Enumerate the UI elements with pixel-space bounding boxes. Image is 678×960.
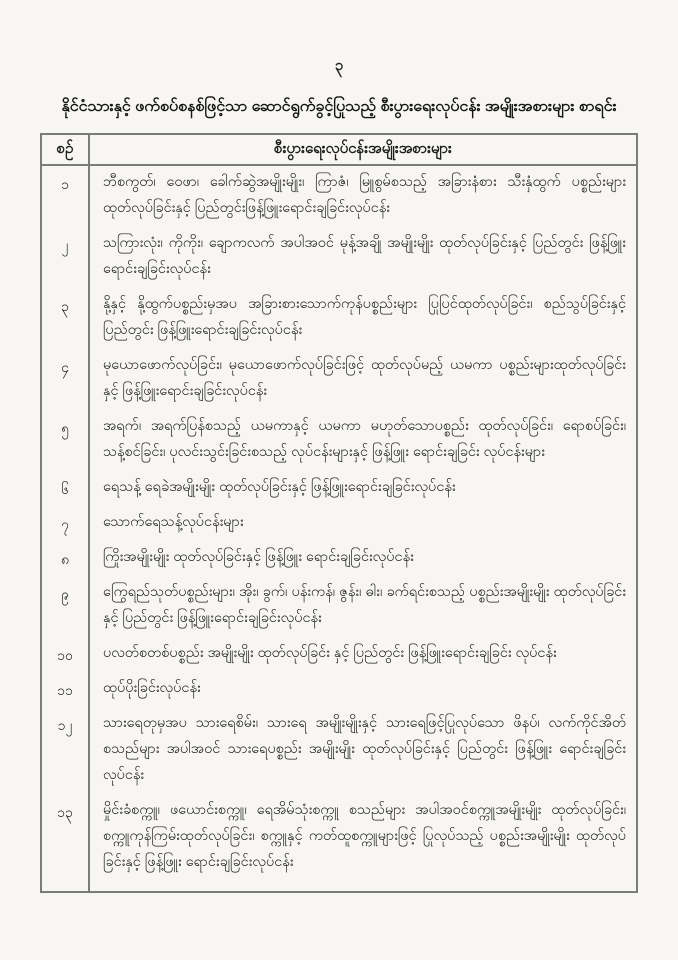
- table-body: [42, 166, 636, 881]
- serial-number-cell: ၁၃: [42, 794, 90, 881]
- business-type-cell: မှိုင်းခံစက္ကူ၊ ဖယောင်းစက္ကူ၊ ရေအိမ်သုံးစက္ကူ စသည်များ အပါအဝင်စက္ကူအမျိုးမျိုး ထုတ်လုပ်ခြင်း၊ စက္ကူကုန်ကြမ်းထုတ်လုပ်ခြင်း၊ စက္ကူနှင့် ကတ်ထူစက္ကူများဖြင့် ပြုလုပ်သည့် ပစ္စည်းအမျိုးမျိုး ထုတ်လုပ်ခြင်းနှင့် ဖြန့်ဖြူး ရောင်းချခြင်းလုပ်ငန်း: [103, 802, 626, 870]
- table-row: [42, 471, 636, 506]
- business-type-cell: ရေသန့် ရေခဲအမျိုးမျိုး ထုတ်လုပ်ခြင်းနှင့် ဖြန့်ဖြူးရောင်းချခြင်းလုပ်ငန်း: [103, 479, 456, 495]
- table-row: [42, 410, 636, 471]
- serial-number-cell: ၁၁: [42, 672, 90, 707]
- serial-number-cell: ၁၀: [42, 637, 90, 672]
- serial-number-cell: ၅: [42, 410, 90, 471]
- table-row: [42, 672, 636, 707]
- table-row: [42, 166, 636, 227]
- table-row: [42, 637, 636, 672]
- serial-number-cell: ၉: [42, 576, 90, 637]
- table-row: [42, 576, 636, 637]
- table-header-row: [42, 135, 636, 166]
- table-row: [42, 794, 636, 881]
- table-row: [42, 349, 636, 410]
- table-filler-row: [42, 881, 636, 891]
- business-type-cell: ကြွေရည်သုတ်ပစ္စည်းများ၊ အိုး၊ ခွက်၊ ပန်းကန်၊ ဇွန်း၊ ဓါး၊ ခက်ရင်းစသည့် ပစ္စည်းအမျိုးမျိုး ထုတ်လုပ်ခြင်း နှင့် ပြည်တွင်း ဖြန့်ဖြူးရောင်းချခြင်းလုပ်ငန်း: [103, 584, 626, 626]
- table-row: [42, 288, 636, 349]
- business-type-cell: ပလတ်စတစ်ပစ္စည်း အမျိုးမျိုး ထုတ်လုပ်ခြင်း နှင့် ပြည်တွင်း ဖြန့်ဖြူးရောင်းချခြင်း လုပ်ငန်း: [103, 645, 557, 661]
- serial-number-cell: ၁: [42, 166, 90, 227]
- table-row: [42, 707, 636, 794]
- business-type-cell: သားရေတုမှအပ သားရေစိမ်း၊ သားရေ အမျိုးမျိုးနှင့် သားရေဖြင့်ပြုလုပ်သော ဖိနပ်၊ လက်ကိုင်အိတ်စသည်များ အပါအဝင် သားရေပစ္စည်း အမျိုးမျိုး ထုတ်လုပ်ခြင်းနှင့် ပြည်တွင်း ဖြန့်ဖြူး ရောင်းချခြင်းလုပ်ငန်း: [103, 715, 626, 783]
- serial-number-cell: ၈: [42, 541, 90, 576]
- page-number: ၃: [334, 57, 344, 74]
- document-title: နိုင်ငံသားနှင့် ဖက်စပ်စနစ်ဖြင့်သာ ဆောင်ရွက်ခွင့်ပြုသည့် စီးပွားရေးလုပ်ငန်း အမျိုးအစားများ စာရင်း: [61, 98, 617, 115]
- serial-number-cell: ၂: [42, 227, 90, 288]
- table-row: [42, 227, 636, 288]
- business-types-table: [40, 133, 638, 893]
- business-type-cell: ကြိုးအမျိုးမျိုး ထုတ်လုပ်ခြင်းနှင့် ဖြန့်ဖြူး ရောင်းချခြင်းလုပ်ငန်း: [103, 549, 414, 565]
- serial-number-cell: ၆: [42, 471, 90, 506]
- serial-number-cell: ၃: [42, 288, 90, 349]
- business-type-cell: သကြားလုံး၊ ကိုကိုး၊ ချောကလက် အပါအဝင် မုန့်အချို အမျိုးမျိုး ထုတ်လုပ်ခြင်းနှင့် ပြည်တွင်း ဖြန့်ဖြူးရောင်းချခြင်းလုပ်ငန်း: [103, 235, 626, 277]
- column-header-serial: စဉ်: [42, 135, 90, 164]
- table-row: [42, 506, 636, 541]
- filler-serial-cell: [42, 881, 90, 891]
- business-type-cell: နို့နှင့် နို့ထွက်ပစ္စည်းမှအပ အခြားစားသောက်ကုန်ပစ္စည်းများ ပြုပြင်ထုတ်လုပ်ခြင်း၊ စည်သွပ်ခြင်းနှင့် ပြည်တွင်း ဖြန့်ဖြူးရောင်းချခြင်းလုပ်ငန်း: [103, 296, 626, 338]
- business-type-cell: သောက်ရေသန့်လုပ်ငန်းများ: [103, 514, 244, 530]
- column-header-business-types: စီးပွားရေးလုပ်ငန်းအမျိုးအစားများ: [274, 139, 452, 157]
- business-type-cell: အရက်၊ အရက်ပြန်စသည့် ယမကာနှင့် ယမကာ မဟုတ်သောပစ္စည်း ထုတ်လုပ်ခြင်း၊ ရောစပ်ခြင်း၊ သန့်စင်ခြင်း၊ ပုလင်းသွင်းခြင်းစသည့် လုပ်ငန်းများနှင့် ဖြန့်ဖြူး ရောင်းချခြင်း လုပ်ငန်းများ: [103, 418, 626, 460]
- table-row: [42, 541, 636, 576]
- filler-text-cell: [90, 881, 636, 891]
- serial-number-cell: ၇: [42, 506, 90, 541]
- business-type-cell: မုယောဖောက်လုပ်ခြင်း၊ မုယောဖောက်လုပ်ခြင်းဖြင့် ထုတ်လုပ်မည့် ယမကာ ပစ္စည်းများထုတ်လုပ်ခြင်းနှင့် ဖြန့်ဖြူးရောင်းချခြင်းလုပ်ငန်း: [103, 357, 626, 399]
- serial-number-cell: ၄: [42, 349, 90, 410]
- business-type-cell: ဘီစကွတ်၊ ဝေဖာ၊ ခေါက်ဆွဲအမျိုးမျိုး၊ ကြာဇံ၊ မြူစွမ်စသည့် အခြားနံစား သီးနှံထွက် ပစ္စည်းများ ထုတ်လုပ်ခြင်းနှင့် ပြည်တွင်းဖြန့်ဖြူးရောင်းချခြင်းလုပ်ငန်း: [103, 174, 626, 216]
- business-type-cell: ထုပ်ပိုးခြင်းလုပ်ငန်း: [103, 680, 201, 696]
- serial-number-cell: ၁၂: [42, 707, 90, 794]
